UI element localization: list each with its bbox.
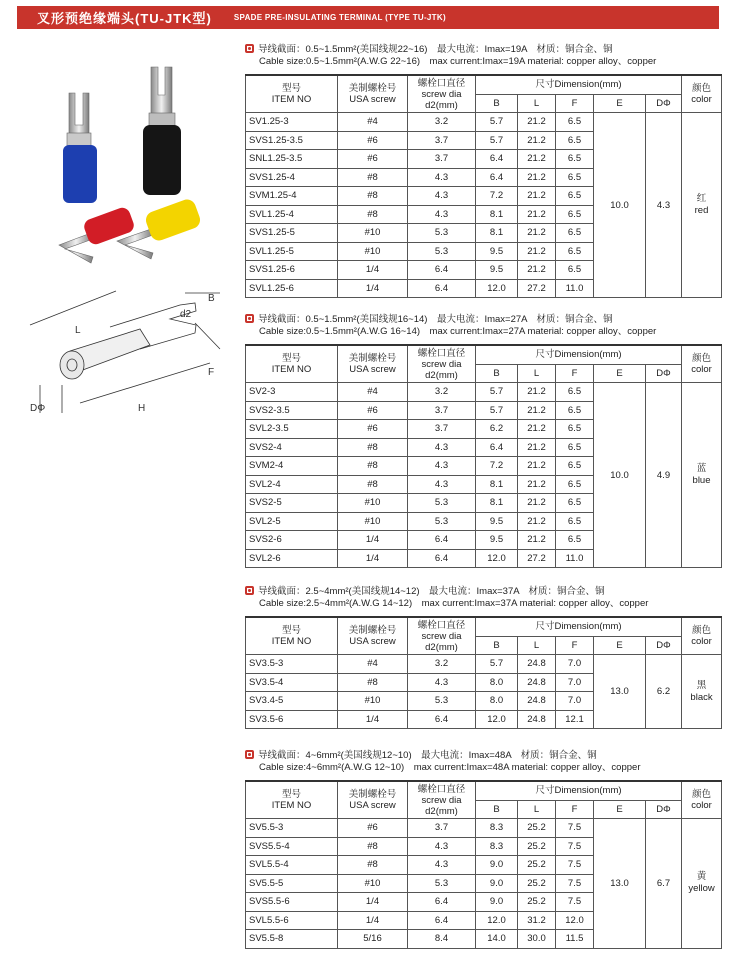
table-cell: SVS5.5-6 <box>246 893 338 912</box>
table-cell: 8.3 <box>476 819 518 838</box>
header-dia: 螺栓口直径 screw dia d2(mm) <box>408 781 476 819</box>
table-cell: 8.1 <box>476 224 518 243</box>
label-b: B <box>208 293 215 304</box>
header-color: 颜色 color <box>682 617 722 655</box>
table-cell: SVS1.25-4 <box>246 168 338 187</box>
header-dphi: DΦ <box>646 364 682 383</box>
table-cell: SV5.5-3 <box>246 819 338 838</box>
table-cell: 4.3 <box>408 673 476 692</box>
table-cell: SV3.5-4 <box>246 673 338 692</box>
table-row <box>246 819 722 838</box>
header-dphi: DΦ <box>646 800 682 819</box>
spec-header <box>245 44 721 68</box>
table-cell: 27.2 <box>518 279 556 298</box>
e-value: 13.0 <box>594 655 646 729</box>
table-cell: SVL2-3.5 <box>246 420 338 439</box>
table-cell: 21.2 <box>518 438 556 457</box>
table-cell: SVS1.25-6 <box>246 261 338 280</box>
table-cell: 21.2 <box>518 401 556 420</box>
spec-line-cn: 导线截面：2.5~4mm²(美国线规14~12) 最大电流：Imax=37A 材质：铜合金、铜 <box>258 586 605 597</box>
table-cell: 6.4 <box>476 168 518 187</box>
table-cell: 21.2 <box>518 420 556 439</box>
table-cell: 8.0 <box>476 692 518 711</box>
table-cell: 24.8 <box>518 692 556 711</box>
table-cell: 7.0 <box>556 673 594 692</box>
table-cell: 6.4 <box>408 279 476 298</box>
table-cell: 3.7 <box>408 131 476 150</box>
title-banner <box>17 6 719 29</box>
table-cell: 6.5 <box>556 168 594 187</box>
table-cell: 4.3 <box>408 168 476 187</box>
dphi-value: 6.7 <box>646 819 682 949</box>
table-cell: 7.5 <box>556 893 594 912</box>
header-color: 颜色 color <box>682 75 722 113</box>
dphi-value: 6.2 <box>646 655 682 729</box>
table-cell: SVS2-3.5 <box>246 401 338 420</box>
header-l: L <box>518 364 556 383</box>
table-cell: SV2-3 <box>246 383 338 402</box>
table-cell: SVL2-6 <box>246 549 338 568</box>
table-cell: #6 <box>338 131 408 150</box>
header-color: 颜色 color <box>682 345 722 383</box>
table-cell: SVL5.5-4 <box>246 856 338 875</box>
table-cell: 6.4 <box>408 893 476 912</box>
header-e: E <box>594 94 646 113</box>
table-cell: 12.1 <box>556 710 594 729</box>
table-cell: 3.2 <box>408 655 476 674</box>
table-cell: 6.4 <box>408 911 476 930</box>
table-cell: 12.0 <box>476 279 518 298</box>
header-screw: 美制螺栓号 USA screw <box>338 617 408 655</box>
black-terminal-fork <box>151 67 172 115</box>
header-item: 型号 ITEM NO <box>246 617 338 655</box>
table-cell: 6.4 <box>476 150 518 169</box>
table-cell: 6.5 <box>556 512 594 531</box>
bullet-icon <box>245 314 254 323</box>
table-cell: #4 <box>338 655 408 674</box>
table-cell: SV5.5-8 <box>246 930 338 949</box>
table-cell: 8.0 <box>476 673 518 692</box>
table-cell: 6.5 <box>556 187 594 206</box>
table-cell: 1/4 <box>338 531 408 550</box>
table-cell: 1/4 <box>338 279 408 298</box>
header-l: L <box>518 636 556 655</box>
table-row <box>246 113 722 132</box>
table-cell: SVS2-6 <box>246 531 338 550</box>
spec-header <box>245 314 721 338</box>
table-cell: #6 <box>338 420 408 439</box>
table-cell: #8 <box>338 856 408 875</box>
spec-line-cn: 导线截面：0.5~1.5mm²(美国线规22~16) 最大电流：Imax=19A 材质：铜合金、铜 <box>258 44 613 55</box>
table-cell: 11.5 <box>556 930 594 949</box>
header-screw: 美制螺栓号 USA screw <box>338 781 408 819</box>
table-cell: #10 <box>338 494 408 513</box>
spec-header <box>245 586 721 610</box>
title-cn: 叉形预绝缘端头(TU-JTK型) <box>37 11 212 26</box>
table-cell: 4.3 <box>408 438 476 457</box>
table-cell: 4.3 <box>408 837 476 856</box>
color-value: 黄 yellow <box>682 819 722 949</box>
table-cell: SVS1.25-5 <box>246 224 338 243</box>
table-cell: SV5.5-5 <box>246 874 338 893</box>
table-cell: 21.2 <box>518 475 556 494</box>
table-cell: 1/4 <box>338 893 408 912</box>
header-item: 型号 ITEM NO <box>246 75 338 113</box>
header-f: F <box>556 364 594 383</box>
spec-section <box>245 44 721 298</box>
table-cell: #6 <box>338 401 408 420</box>
blue-terminal-fork <box>69 93 89 135</box>
table-cell: 6.5 <box>556 150 594 169</box>
table-cell: 24.8 <box>518 655 556 674</box>
header-dia: 螺栓口直径 screw dia d2(mm) <box>408 617 476 655</box>
table-cell: 5.7 <box>476 113 518 132</box>
spec-section <box>245 586 721 729</box>
table-cell: 14.0 <box>476 930 518 949</box>
table-cell: SVL2-4 <box>246 475 338 494</box>
table-cell: 8.1 <box>476 205 518 224</box>
table-cell: 6.5 <box>556 438 594 457</box>
dimension-drawing <box>20 285 235 425</box>
table-cell: 8.3 <box>476 837 518 856</box>
label-h: H <box>138 403 146 414</box>
table-cell: SV3.4-5 <box>246 692 338 711</box>
table-row <box>246 655 722 674</box>
header-dphi: DΦ <box>646 636 682 655</box>
spec-table <box>245 616 722 729</box>
header-f: F <box>556 636 594 655</box>
table-cell: #8 <box>338 187 408 206</box>
table-cell: 5/16 <box>338 930 408 949</box>
table-cell: 6.4 <box>408 531 476 550</box>
header-e: E <box>594 636 646 655</box>
table-cell: 7.0 <box>556 692 594 711</box>
table-cell: #6 <box>338 819 408 838</box>
table-cell: #10 <box>338 512 408 531</box>
e-value: 10.0 <box>594 383 646 568</box>
table-cell: 5.3 <box>408 224 476 243</box>
table-cell: #4 <box>338 113 408 132</box>
table-cell: 1/4 <box>338 549 408 568</box>
table-cell: 21.2 <box>518 150 556 169</box>
header-f: F <box>556 94 594 113</box>
table-cell: 31.2 <box>518 911 556 930</box>
table-cell: 5.3 <box>408 512 476 531</box>
table-cell: 5.3 <box>408 494 476 513</box>
table-cell: 7.2 <box>476 187 518 206</box>
table-cell: 6.5 <box>556 261 594 280</box>
table-cell: 30.0 <box>518 930 556 949</box>
table-cell: SVS5.5-4 <box>246 837 338 856</box>
table-cell: 6.5 <box>556 205 594 224</box>
table-cell: 9.0 <box>476 874 518 893</box>
table-cell: 25.2 <box>518 819 556 838</box>
table-cell: 3.7 <box>408 150 476 169</box>
header-b: B <box>476 800 518 819</box>
table-cell: SVM2-4 <box>246 457 338 476</box>
spec-section <box>245 750 721 949</box>
header-e: E <box>594 800 646 819</box>
label-l: L <box>75 325 81 336</box>
spec-table <box>245 344 722 568</box>
table-cell: 7.5 <box>556 819 594 838</box>
table-cell: 25.2 <box>518 874 556 893</box>
table-cell: 21.2 <box>518 512 556 531</box>
header-dimension: 尺寸Dimension(mm) <box>476 781 682 800</box>
table-cell: 6.5 <box>556 420 594 439</box>
table-cell: 9.0 <box>476 893 518 912</box>
color-value: 黑 black <box>682 655 722 729</box>
yellow-terminal-body <box>143 197 202 243</box>
header-dphi: DΦ <box>646 94 682 113</box>
table-cell: 7.0 <box>556 655 594 674</box>
table-cell: 6.5 <box>556 224 594 243</box>
spec-line-cn: 导线截面：4~6mm²(美国线规12~10) 最大电流：Imax=48A 材质：铜合金、铜 <box>258 750 597 761</box>
table-row <box>246 383 722 402</box>
header-b: B <box>476 94 518 113</box>
table-cell: 6.5 <box>556 242 594 261</box>
blue-terminal-sleeve <box>67 133 91 147</box>
bullet-icon <box>245 586 254 595</box>
table-cell: 6.4 <box>408 261 476 280</box>
table-cell: 5.3 <box>408 242 476 261</box>
table-cell: 21.2 <box>518 168 556 187</box>
table-cell: 6.4 <box>408 710 476 729</box>
label-d2: d2 <box>180 309 192 320</box>
table-cell: #10 <box>338 242 408 261</box>
table-cell: 11.0 <box>556 549 594 568</box>
table-cell: #10 <box>338 692 408 711</box>
table-cell: 6.4 <box>476 438 518 457</box>
table-cell: 9.5 <box>476 512 518 531</box>
table-cell: 25.2 <box>518 837 556 856</box>
table-cell: 6.5 <box>556 131 594 150</box>
spec-line-en: Cable size:2.5~4mm²(A.W.G 14~12) max current:Imax=37A material: copper alloy、copper <box>259 598 649 609</box>
table-cell: 5.7 <box>476 401 518 420</box>
table-cell: SVL1.25-4 <box>246 205 338 224</box>
spec-line-en: Cable size:0.5~1.5mm²(A.W.G 22~16) max current:Imax=19A material: copper alloy、copper <box>259 56 657 67</box>
table-cell: 12.0 <box>476 549 518 568</box>
table-cell: 27.2 <box>518 549 556 568</box>
table-cell: 5.7 <box>476 131 518 150</box>
header-color: 颜色 color <box>682 781 722 819</box>
spec-line-en: Cable size:4~6mm²(A.W.G 12~10) max current:Imax=48A material: copper alloy、copper <box>259 762 641 773</box>
table-cell: 8.1 <box>476 475 518 494</box>
header-dimension: 尺寸Dimension(mm) <box>476 617 682 636</box>
table-cell: 4.3 <box>408 187 476 206</box>
table-cell: 6.5 <box>556 401 594 420</box>
table-cell: SNL1.25-3.5 <box>246 150 338 169</box>
table-cell: #10 <box>338 874 408 893</box>
header-b: B <box>476 636 518 655</box>
table-cell: SV3.5-3 <box>246 655 338 674</box>
product-photo <box>55 55 235 270</box>
header-screw: 美制螺栓号 USA screw <box>338 345 408 383</box>
table-cell: 24.8 <box>518 673 556 692</box>
label-f: F <box>208 367 215 378</box>
color-value: 红 red <box>682 113 722 298</box>
table-cell: #6 <box>338 150 408 169</box>
table-cell: SV3.5-6 <box>246 710 338 729</box>
table-cell: 3.7 <box>408 401 476 420</box>
table-cell: 5.3 <box>408 692 476 711</box>
table-cell: 4.3 <box>408 856 476 875</box>
table-cell: SVS2-4 <box>246 438 338 457</box>
table-cell: 9.5 <box>476 531 518 550</box>
table-cell: SV1.25-3 <box>246 113 338 132</box>
spec-line-cn: 导线截面：0.5~1.5mm²(美国线规16~14) 最大电流：Imax=27A 材质：铜合金、铜 <box>258 314 613 325</box>
table-cell: 6.2 <box>476 420 518 439</box>
header-f: F <box>556 800 594 819</box>
table-cell: 3.7 <box>408 819 476 838</box>
bullet-icon <box>245 750 254 759</box>
table-cell: 3.7 <box>408 420 476 439</box>
table-cell: 21.2 <box>518 531 556 550</box>
table-cell: SVL1.25-6 <box>246 279 338 298</box>
table-cell: 24.8 <box>518 710 556 729</box>
spec-table <box>245 74 722 298</box>
table-cell: 9.5 <box>476 261 518 280</box>
header-screw: 美制螺栓号 USA screw <box>338 75 408 113</box>
table-cell: 21.2 <box>518 494 556 513</box>
blue-terminal-body <box>63 145 97 203</box>
header-l: L <box>518 800 556 819</box>
table-cell: 6.5 <box>556 531 594 550</box>
table-cell: 9.0 <box>476 856 518 875</box>
table-cell: 3.2 <box>408 383 476 402</box>
table-cell: 6.5 <box>556 494 594 513</box>
table-cell: 7.5 <box>556 874 594 893</box>
header-item: 型号 ITEM NO <box>246 781 338 819</box>
table-cell: 4.3 <box>408 457 476 476</box>
header-dimension: 尺寸Dimension(mm) <box>476 345 682 364</box>
table-cell: 1/4 <box>338 710 408 729</box>
label-dphi: DΦ <box>30 403 46 414</box>
table-cell: 6.4 <box>408 549 476 568</box>
table-cell: 4.3 <box>408 205 476 224</box>
table-cell: 12.0 <box>476 911 518 930</box>
header-item: 型号 ITEM NO <box>246 345 338 383</box>
bullet-icon <box>245 44 254 53</box>
table-cell: 8.4 <box>408 930 476 949</box>
table-cell: 21.2 <box>518 383 556 402</box>
table-cell: 21.2 <box>518 205 556 224</box>
table-cell: #4 <box>338 383 408 402</box>
table-cell: 25.2 <box>518 893 556 912</box>
table-cell: SVS1.25-3.5 <box>246 131 338 150</box>
table-cell: 5.3 <box>408 874 476 893</box>
table-cell: 6.5 <box>556 475 594 494</box>
table-cell: #8 <box>338 438 408 457</box>
table-cell: 1/4 <box>338 911 408 930</box>
table-cell: 25.2 <box>518 856 556 875</box>
header-e: E <box>594 364 646 383</box>
e-value: 13.0 <box>594 819 646 949</box>
table-cell: 12.0 <box>476 710 518 729</box>
barrel-end <box>60 351 84 379</box>
spec-table <box>245 780 722 949</box>
table-cell: 8.1 <box>476 494 518 513</box>
table-cell: #8 <box>338 475 408 494</box>
table-cell: 1/4 <box>338 261 408 280</box>
dphi-value: 4.9 <box>646 383 682 568</box>
table-cell: SVM1.25-4 <box>246 187 338 206</box>
table-cell: #8 <box>338 168 408 187</box>
header-dimension: 尺寸Dimension(mm) <box>476 75 682 94</box>
table-cell: #8 <box>338 837 408 856</box>
spec-line-en: Cable size:0.5~1.5mm²(A.W.G 16~14) max current:Imax=27A material: copper alloy、copper <box>259 326 657 337</box>
table-cell: 21.2 <box>518 131 556 150</box>
table-cell: SVL2-5 <box>246 512 338 531</box>
header-dia: 螺栓口直径 screw dia d2(mm) <box>408 345 476 383</box>
table-cell: 6.5 <box>556 383 594 402</box>
header-dia: 螺栓口直径 screw dia d2(mm) <box>408 75 476 113</box>
table-cell: 12.0 <box>556 911 594 930</box>
table-cell: 6.5 <box>556 113 594 132</box>
title-en: SPADE PRE-INSULATING TERMINAL (TYPE TU-JTK) <box>233 13 446 22</box>
black-terminal-body <box>143 125 181 195</box>
color-value: 蓝 blue <box>682 383 722 568</box>
table-cell: 21.2 <box>518 261 556 280</box>
table-cell: 5.7 <box>476 655 518 674</box>
table-cell: SVL1.25-5 <box>246 242 338 261</box>
table-cell: 11.0 <box>556 279 594 298</box>
dphi-value: 4.3 <box>646 113 682 298</box>
table-cell: 5.7 <box>476 383 518 402</box>
table-cell: #10 <box>338 224 408 243</box>
table-cell: 4.3 <box>408 475 476 494</box>
table-cell: 21.2 <box>518 457 556 476</box>
table-cell: #8 <box>338 457 408 476</box>
table-cell: 7.5 <box>556 837 594 856</box>
header-l: L <box>518 94 556 113</box>
table-cell: 7.5 <box>556 856 594 875</box>
table-cell: 21.2 <box>518 187 556 206</box>
spec-header <box>245 750 721 774</box>
table-cell: SVS2-5 <box>246 494 338 513</box>
table-cell: 21.2 <box>518 242 556 261</box>
table-cell: 6.5 <box>556 457 594 476</box>
black-terminal-sleeve <box>149 113 175 127</box>
table-cell: 21.2 <box>518 224 556 243</box>
table-cell: 9.5 <box>476 242 518 261</box>
header-b: B <box>476 364 518 383</box>
table-cell: 7.2 <box>476 457 518 476</box>
table-cell: SVL5.5-6 <box>246 911 338 930</box>
table-cell: 3.2 <box>408 113 476 132</box>
e-value: 10.0 <box>594 113 646 298</box>
table-cell: #8 <box>338 673 408 692</box>
table-cell: 21.2 <box>518 113 556 132</box>
spec-section <box>245 314 721 568</box>
table-cell: #8 <box>338 205 408 224</box>
